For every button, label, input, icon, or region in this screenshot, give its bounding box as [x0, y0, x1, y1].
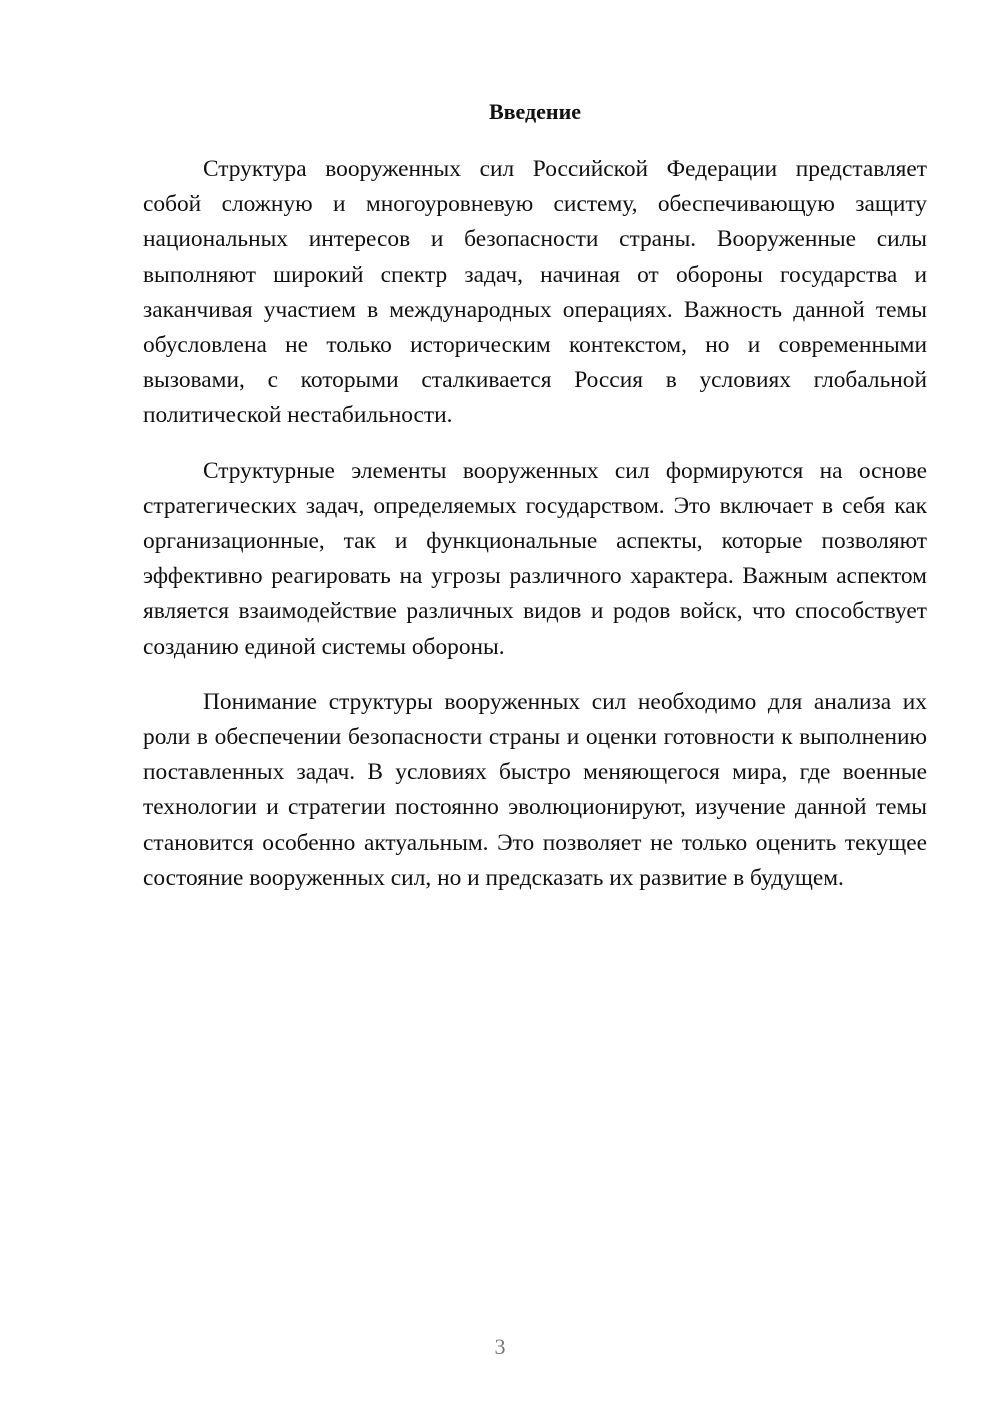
page-number: 3: [494, 1334, 506, 1359]
page-title: Введение: [488, 99, 582, 124]
page-content: [143, 95, 927, 896]
paragraph-1: Структура вооруженных сил Российской Федерации представляет собой сложную и многоуровневую систему, обеспечивающую защиту национальных интересов и безопасности страны. Вооруженные силы выполняют широкий спектр задач, начиная от обороны государства и заканчивая участием в международных операциях. Важность данной темы обусловлена не только историческим контекстом, но и современными вызовами, с которыми сталкивается Россия в условиях глобальной политической нестабильности.: [143, 156, 927, 429]
paragraph-2: Структурные элементы вооруженных сил формируются на основе стратегических задач, определяемых государством. Это включает в себя как организационные, так и функциональные аспекты, которые позволяют эффективно реагировать на угрозы различного характера. Важным аспектом является взаимодействие различных видов и родов войск, что способствует созданию единой системы обороны.: [143, 457, 927, 660]
paragraph-3: Понимание структуры вооруженных сил необходимо для анализа их роли в обеспечении безопасности страны и оценки готовности к выполнению поставленных задач. В условиях быстро меняющегося мира, где военные технологии и стратегии постоянно эволюционируют, изучение данной темы становится особенно актуальным. Это позволяет не только оценить текущее состояние вооруженных сил, но и предсказать их развитие в будущем.: [143, 688, 927, 891]
